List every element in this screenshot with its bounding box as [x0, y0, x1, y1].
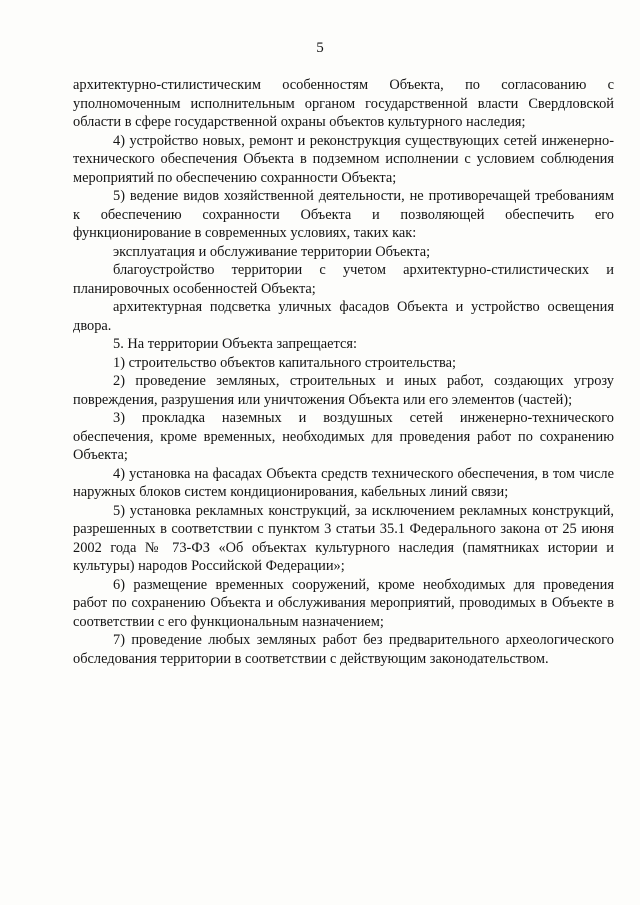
paragraph-subitem-maintenance: эксплуатация и обслуживание территории Объекта;	[113, 243, 431, 260]
paragraph-subitem-landscaping: благоустройство территории с учетом архитектурно-стилистических и планировочных особенностей Объекта;	[73, 262, 614, 297]
paragraph-prohibited-2: 2) проведение земляных, строительных и иных работ, создающих угрозу повреждения, разрушения или уничтожения Объекта или его элементов (частей);	[73, 373, 614, 408]
paragraph-continuation: архитектурно-стилистическим особенностям Объекта, по согласованию с уполномоченным исполнительным органом государственной власти Свердловской области в сфере государственной охраны объектов культурного наследия;	[73, 77, 614, 130]
paragraph-prohibited-6: 6) размещение временных сооружений, кроме необходимых для проведения работ по сохранению Объекта и обслуживания мероприятий, проводимых в Объекте в соответствии с его функциональным назначением;	[73, 576, 614, 630]
page-number: 5	[316, 40, 324, 56]
paragraph-prohibited-7: 7) проведение любых земляных работ без предварительного археологического обследования территории в соответствии с действующим законодательством.	[73, 632, 614, 667]
paragraph-prohibited-5: 5) установка рекламных конструкций, за исключением рекламных конструкций, разрешенных в соответствии с пунктом 3 статьи 35.1 Федерального закона от 25 июня 2002 года № 73-ФЗ «Об объектах культурного наследия (памятниках истории и культуры) народов Российской Федерации»;	[73, 502, 614, 574]
paragraph-prohibited-3: 3) прокладка наземных и воздушных сетей инженерно-технического обеспечения, кроме временных, необходимых для проведения работ по сохранению Объекта;	[73, 410, 614, 463]
paragraph-prohibited-4: 4) установка на фасадах Объекта средств технического обеспечения, в том числе наружных блоков систем кондиционирования, кабельных линий связи;	[73, 465, 614, 500]
paragraph-prohibited-1: 1) строительство объектов капитального строительства;	[113, 354, 456, 371]
paragraph-item-4: 4) устройство новых, ремонт и реконструкция существующих сетей инженерно-технического обеспечения Объекта в подземном исполнении с условием соблюдения мероприятий по обеспечению сохранности Объекта;	[73, 132, 614, 186]
document-body	[73, 76, 614, 668]
section-heading-prohibited: 5. На территории Объекта запрещается:	[113, 336, 357, 352]
paragraph-item-5: 5) ведение видов хозяйственной деятельности, не противоречащей требованиям к обеспечению сохранности Объекта и позволяющей обеспечить его функционирование в современных условиях, таких как:	[73, 188, 614, 241]
paragraph-subitem-lighting: архитектурная подсветка уличных фасадов Объекта и устройство освещения двора.	[73, 299, 614, 334]
